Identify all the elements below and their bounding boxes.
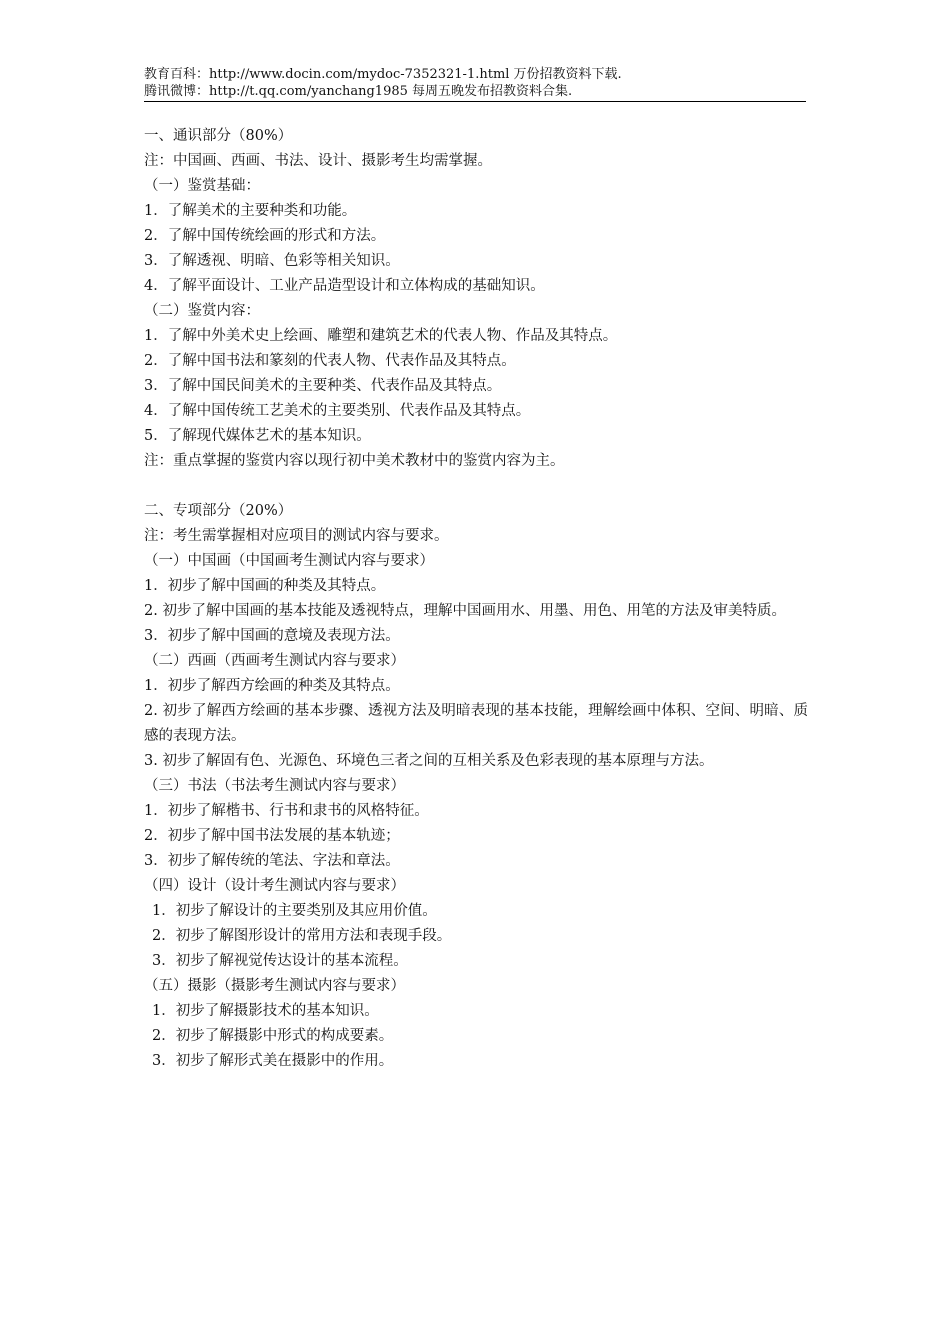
text-line: 2. 初步了解西方绘画的基本步骤、透视方法及明暗表现的基本技能，理解绘画中体积、空间、明暗、质感的表现方法。 xyxy=(144,703,808,744)
text-line: 3．初步了解中国画的意境及表现方法。 xyxy=(144,628,400,644)
text-line: （二）鉴赏内容： xyxy=(144,303,260,319)
text-line: 2．初步了解中国书法发展的基本轨迹； xyxy=(144,828,400,844)
text-line: 3. 初步了解固有色、光源色、环境色三者之间的互相关系及色彩表现的基本原理与方法。 xyxy=(144,753,714,769)
text-line: （五）摄影（摄影考生测试内容与要求） xyxy=(144,978,405,994)
text-line: 3．了解透视、明暗、色彩等相关知识。 xyxy=(144,253,400,269)
text-line: 2．了解中国传统绘画的形式和方法。 xyxy=(144,228,386,244)
page-header xyxy=(144,66,806,102)
text-line: 注：中国画、西画、书法、设计、摄影考生均需掌握。 xyxy=(144,153,492,169)
text-line: 4．了解平面设计、工业产品造型设计和立体构成的基础知识。 xyxy=(144,278,545,294)
header-line-weibo: 腾讯微博：http://t.qq.com/yanchang1985 每周五晚发布招教资料合集. xyxy=(144,84,573,99)
text-line: 1．了解美术的主要种类和功能。 xyxy=(144,203,357,219)
text-line: 3．初步了解传统的笔法、字法和章法。 xyxy=(144,853,400,869)
text-line: 3．初步了解视觉传达设计的基本流程。 xyxy=(152,953,408,969)
blank-line xyxy=(144,474,808,499)
text-line: （二）西画（西画考生测试内容与要求） xyxy=(144,653,405,669)
text-line: 2．初步了解图形设计的常用方法和表现手段。 xyxy=(152,928,452,944)
text-line: 二、专项部分（20%） xyxy=(144,503,293,519)
text-line: 1．初步了解设计的主要类别及其应用价值。 xyxy=(152,903,437,919)
text-line: 5．了解现代媒体艺术的基本知识。 xyxy=(144,428,371,444)
text-line: 1．了解中外美术史上绘画、雕塑和建筑艺术的代表人物、作品及其特点。 xyxy=(144,328,618,344)
text-line: （三）书法（书法考生测试内容与要求） xyxy=(144,778,405,794)
text-line: 注：考生需掌握相对应项目的测试内容与要求。 xyxy=(144,528,449,544)
text-line: 1．初步了解摄影技术的基本知识。 xyxy=(152,1003,379,1019)
text-line: 1．初步了解西方绘画的种类及其特点。 xyxy=(144,678,400,694)
text-line: （四）设计（设计考生测试内容与要求） xyxy=(144,878,405,894)
text-line: 3．了解中国民间美术的主要种类、代表作品及其特点。 xyxy=(144,378,502,394)
text-line: （一）中国画（中国画考生测试内容与要求） xyxy=(144,553,434,569)
document-body xyxy=(144,124,808,1074)
text-line: 2. 初步了解中国画的基本技能及透视特点，理解中国画用水、用墨、用色、用笔的方法及审美特质。 xyxy=(144,603,786,619)
text-line: 一、通识部分（80%） xyxy=(144,128,293,144)
text-line: 注：重点掌握的鉴赏内容以现行初中美术教材中的鉴赏内容为主。 xyxy=(144,453,565,469)
text-line: 2．初步了解摄影中形式的构成要素。 xyxy=(152,1028,394,1044)
text-line: 2．了解中国书法和篆刻的代表人物、代表作品及其特点。 xyxy=(144,353,516,369)
text-line: 4．了解中国传统工艺美术的主要类别、代表作品及其特点。 xyxy=(144,403,531,419)
text-line: （一）鉴赏基础： xyxy=(144,178,260,194)
text-line: 1．初步了解中国画的种类及其特点。 xyxy=(144,578,386,594)
text-line: 1．初步了解楷书、行书和隶书的风格特征。 xyxy=(144,803,429,819)
header-line-encyclopedia: 教育百科：http://www.docin.com/mydoc-7352321-1.html 万份招教资料下载. xyxy=(144,67,622,82)
text-line: 3．初步了解形式美在摄影中的作用。 xyxy=(152,1053,394,1069)
